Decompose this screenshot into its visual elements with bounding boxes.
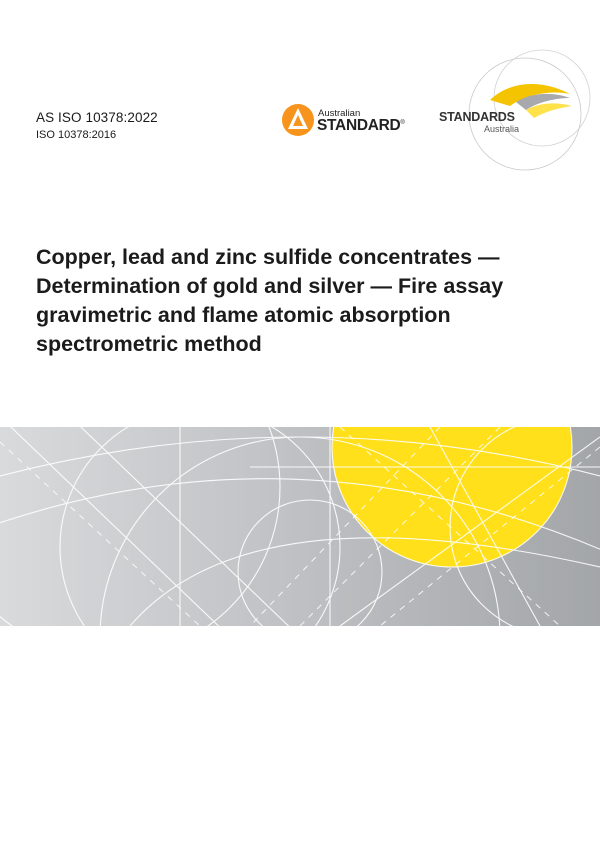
document-title: [36, 243, 576, 359]
title-line: spectrometric method: [36, 332, 262, 356]
title-line: Copper, lead and zinc sulfide concentrates —: [36, 245, 500, 269]
logo-small-text: Australian: [318, 108, 361, 119]
australian-standard-emblem-icon: [281, 103, 315, 137]
title-line: gravimetric and flame atomic absorption: [36, 303, 451, 327]
decorative-banner: [0, 427, 600, 626]
iso-number: ISO 10378:2016: [36, 129, 117, 141]
registered-mark: ®: [400, 119, 405, 126]
standard-number: AS ISO 10378:2022: [36, 110, 158, 125]
logo-big-text: [317, 117, 405, 135]
standards-australia-line1: STANDARDS: [439, 110, 515, 124]
logo-big-word: STANDARD: [317, 117, 401, 134]
australian-standard-logo: [281, 103, 405, 139]
standards-australia-line2: Australia: [484, 124, 520, 134]
title-line: Determination of gold and silver — Fire assay: [36, 274, 504, 298]
standards-australia-logo: [430, 48, 600, 188]
standard-identifiers: [36, 110, 158, 141]
